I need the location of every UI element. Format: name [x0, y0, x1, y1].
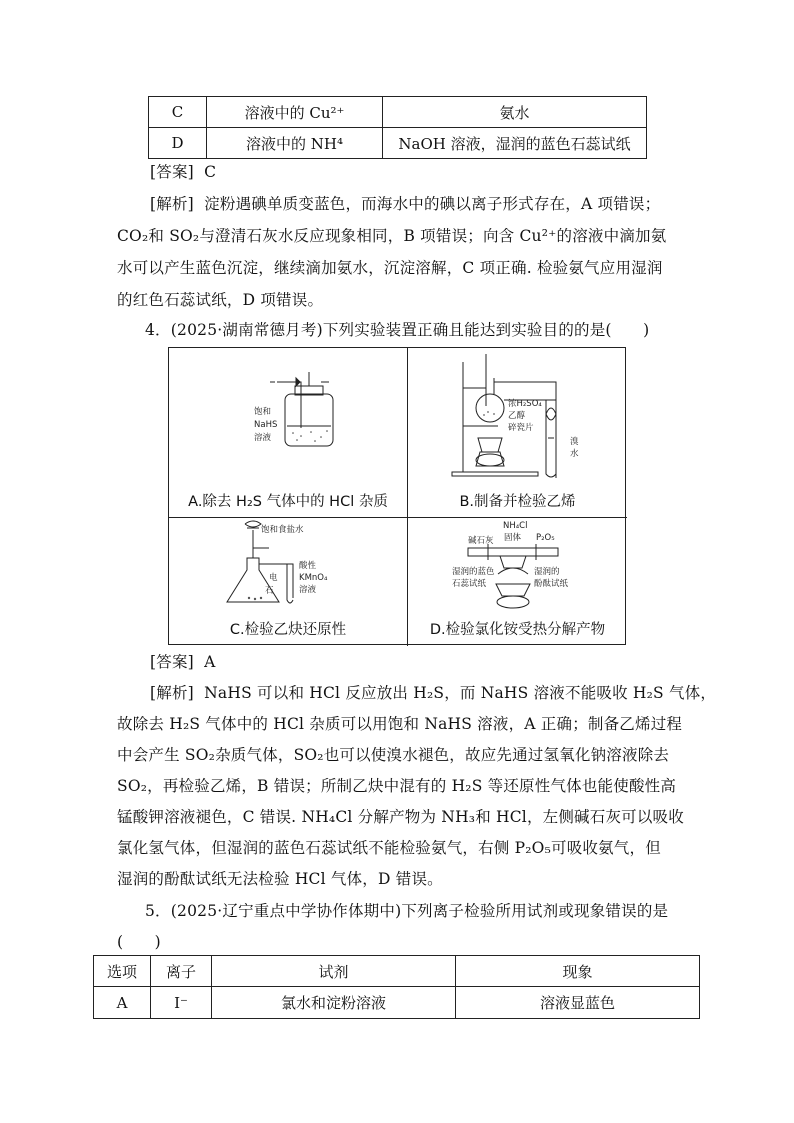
ion-test-table-q5 [93, 955, 700, 1019]
analysis-text: 中会产生 SO₂杂质气体，SO₂也可以使溴水褪色，故应先通过氢氧化钠溶液除去 [117, 746, 670, 764]
column-header: 离子 [151, 956, 212, 987]
analysis-text: SO₂，再检验乙烯，B 错误；所制乙炔中混有的 H₂S 等还原性气体也能使酸性高 [117, 777, 677, 795]
table-row [94, 987, 700, 1019]
reagent-cell: NaOH 溶液，湿润的蓝色石蕊试纸 [383, 128, 647, 159]
label-text: 石蕊试纸 [452, 579, 487, 589]
answer-line [150, 160, 216, 182]
caption-c: C.检验乙炔还原性 [229, 622, 347, 638]
option-cell: A [94, 987, 151, 1019]
table-header-row [94, 956, 700, 987]
acetylene-apparatus-illustration [169, 518, 408, 618]
option-cell: D [149, 128, 207, 159]
option-cell: C [149, 97, 207, 128]
column-header: 现象 [456, 956, 700, 987]
analysis-text: 故除去 H₂S 气体中的 HCl 杂质可以用饱和 NaHS 溶液，A 正确；制备乙烯过程 [117, 715, 683, 733]
caption-a: A.除去 H₂S 气体中的 HCl 杂质 [188, 494, 388, 510]
analysis-line [150, 192, 660, 214]
label-text: 酸性 [299, 561, 317, 571]
answer-line [150, 650, 216, 672]
label-text: P₂O₅ [536, 533, 555, 543]
analysis-line [150, 681, 716, 703]
question-stem: 4．(2025·湖南常德月考)下列实验装置正确且能达到实验目的的是( ) [145, 321, 650, 339]
answer-label: [答案] [150, 163, 194, 181]
question-stem-bracket: ( ) [117, 933, 161, 951]
ion-cell: 溶液中的 Cu²⁺ [207, 97, 383, 128]
column-header: 试剂 [212, 956, 456, 987]
analysis-label: [解析] [150, 684, 194, 702]
label-text: 乙醇 [508, 411, 526, 421]
label-text: 酚酞试纸 [534, 579, 569, 589]
reagent-cell: 氯水和淀粉溶液 [212, 987, 456, 1019]
analysis-text: 锰酸钾溶液褪色，C 错误. NH₄Cl 分解产物为 NH₃和 HCl，左侧碱石灰可以吸收 [117, 808, 684, 826]
label-text: 饱和 [254, 407, 272, 417]
analysis-text: 氯化氢气体，但湿润的蓝色石蕊试纸不能检验氨气，右侧 P₂O₅可吸收氨气，但 [117, 839, 661, 857]
analysis-text: NaHS 可以和 HCl 反应放出 H₂S，而 NaHS 溶液不能吸收 H₂S 气体， [204, 684, 717, 702]
ion-test-table-top [148, 96, 647, 159]
label-text: 浓H₂SO₄ [508, 399, 542, 409]
table-row [149, 128, 647, 159]
reagent-cell: 氨水 [383, 97, 647, 128]
label-text: 溶液 [254, 433, 272, 443]
question-stem: 5．(2025·辽宁重点中学协作体期中)下列离子检验所用试剂或现象错误的是 [145, 902, 669, 920]
label-text: 水 [570, 449, 579, 459]
apparatus-b [408, 348, 627, 518]
label-text: NH₄Cl [503, 521, 528, 531]
answer-label: [答案] [150, 653, 194, 671]
analysis-text: 淀粉遇碘单质变蓝色，而海水中的碘以离子形式存在，A 项错误； [204, 195, 661, 213]
apparatus-c [169, 518, 408, 646]
label-text: 溴 [570, 437, 579, 447]
label-text: 溶液 [299, 585, 317, 595]
answer-value: C [204, 163, 217, 181]
label-text: 碎瓷片 [508, 423, 534, 433]
result-cell: 溶液显蓝色 [456, 987, 700, 1019]
analysis-label: [解析] [150, 195, 194, 213]
analysis-text: 的红色石蕊试纸，D 项错误。 [117, 291, 324, 309]
ion-cell: 溶液中的 NH⁴ [207, 128, 383, 159]
analysis-text: 水可以产生蓝色沉淀，继续滴加氨水，沉淀溶解，C 项正确. 检验氨气应用湿润 [117, 259, 663, 277]
apparatus-a [169, 348, 408, 518]
gas-washing-bottle-illustration [169, 348, 408, 488]
analysis-text: 湿润的酚酞试纸无法检验 HCl 气体，D 错误。 [117, 870, 443, 888]
label-text: 石 [265, 586, 274, 596]
label-text: 湿润的蓝色 [452, 567, 495, 577]
label-text: 电 [269, 573, 278, 583]
label-text: 碱石灰 [468, 536, 494, 546]
label-text: NaHS [254, 420, 278, 430]
label-text: 固体 [504, 533, 522, 543]
label-text: 饱和食盐水 [261, 525, 304, 535]
label-text: KMnO₄ [299, 573, 328, 583]
ethylene-apparatus-illustration [408, 348, 627, 488]
apparatus-d [408, 518, 627, 646]
ion-cell: I⁻ [151, 987, 212, 1019]
caption-d: D.检验氯化铵受热分解产物 [429, 622, 606, 638]
table-row [149, 97, 647, 128]
label-text: 湿润的 [534, 567, 560, 577]
apparatus-grid [168, 347, 626, 645]
analysis-text: CO₂和 SO₂与澄清石灰水反应现象相同，B 项错误；向含 Cu²⁺的溶液中滴加氨 [117, 227, 667, 245]
column-header: 选项 [94, 956, 151, 987]
answer-value: A [204, 653, 216, 671]
ammonium-chloride-apparatus-illustration [408, 518, 627, 618]
caption-b: B.制备并检验乙烯 [459, 494, 576, 510]
